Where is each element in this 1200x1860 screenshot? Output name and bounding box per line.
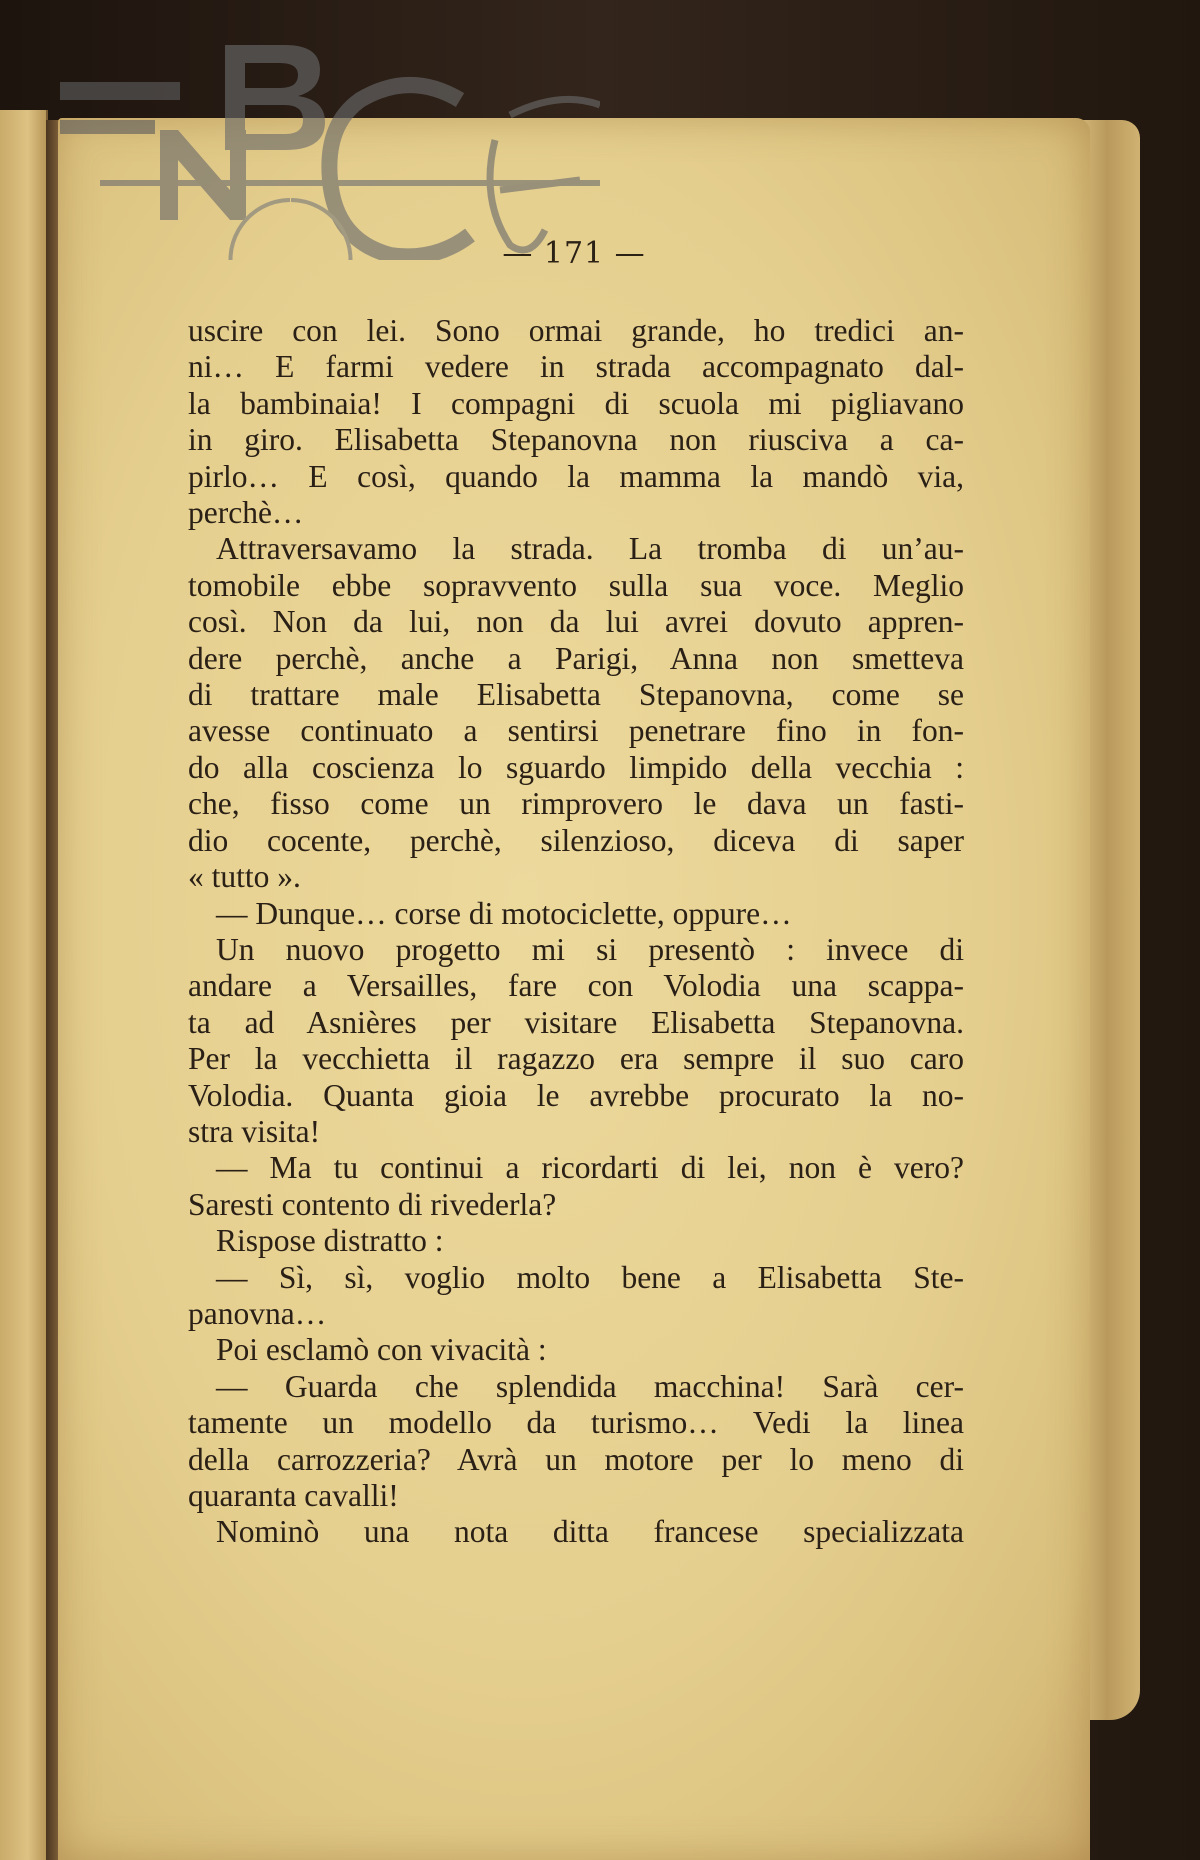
text-line: tamente un modello da turismo… Vedi la linea: [188, 1405, 964, 1441]
page-number: — 171 —: [502, 236, 646, 271]
text-line: « tutto ».: [188, 859, 301, 895]
text-line: in giro. Elisabetta Stepanovna non riusciva a ca-: [188, 422, 964, 458]
body-text: [188, 313, 964, 1551]
book-page: [58, 118, 1090, 1860]
text-line: dio cocente, perchè, silenzioso, diceva di saper: [188, 822, 964, 858]
text-line: — Ma tu continui a ricordarti di lei, non è vero?: [216, 1150, 964, 1186]
bncf-watermark-logo: [40, 30, 600, 260]
text-line: così. Non da lui, non da lui avrei dovuto appren-: [188, 604, 964, 640]
text-line: quaranta cavalli!: [188, 1478, 399, 1513]
text-line: Volodia. Quanta gioia le avrebbe procurato la no-: [188, 1077, 964, 1113]
text-line: andare a Versailles, fare con Volodia una scappa-: [188, 968, 964, 1004]
text-line: Un nuovo progetto mi si presentò : invece di: [216, 931, 964, 967]
text-line: pirlo… E così, quando la mamma la mandò via,: [188, 458, 964, 494]
text-line: Attraversavamo la strada. La tromba di un’au-: [216, 531, 964, 567]
text-line: la bambinaia! I compagni di scuola mi pigliavano: [188, 385, 964, 421]
text-line: uscire con lei. Sono ormai grande, ho tredici an-: [188, 313, 964, 348]
text-line: Poi esclamò con vivacità :: [216, 1332, 547, 1368]
text-line: — Dunque… corse di motociclette, oppure…: [216, 895, 792, 931]
text-line: panovna…: [188, 1295, 327, 1331]
text-line: stra visita!: [188, 1113, 321, 1149]
text-line: do alla coscienza lo sguardo limpido della vecchia :: [188, 749, 964, 785]
text-line: Per la vecchietta il ragazzo era sempre il suo caro: [188, 1041, 964, 1077]
text-line: Rispose distratto :: [216, 1223, 444, 1259]
text-line: di trattare male Elisabetta Stepanovna, come se: [188, 677, 964, 713]
text-line: Nominò una nota ditta francese specializzata: [216, 1514, 964, 1550]
text-line: tomobile ebbe sopravvento sulla sua voce. Meglio: [188, 567, 964, 603]
text-line: ta ad Asnières per visitare Elisabetta Stepanovna.: [188, 1004, 964, 1040]
text-line: Saresti contento di rivederla?: [188, 1186, 557, 1222]
text-line: perchè…: [188, 495, 304, 531]
text-line: — Sì, sì, voglio molto bene a Elisabetta Ste-: [216, 1259, 964, 1295]
text-line: della carrozzeria? Avrà un motore per lo meno di: [188, 1441, 964, 1477]
text-line: — Guarda che splendida macchina! Sarà cer-: [216, 1368, 964, 1404]
text-line: che, fisso come un rimprovero le dava un fasti-: [188, 786, 964, 822]
text-line: ni… E farmi vedere in strada accompagnato dal-: [188, 349, 964, 385]
text-line: dere perchè, anche a Parigi, Anna non smetteva: [188, 640, 964, 676]
left-page-edge: [0, 110, 48, 1860]
text-line: avesse continuato a sentirsi penetrare fino in fon-: [188, 713, 964, 749]
